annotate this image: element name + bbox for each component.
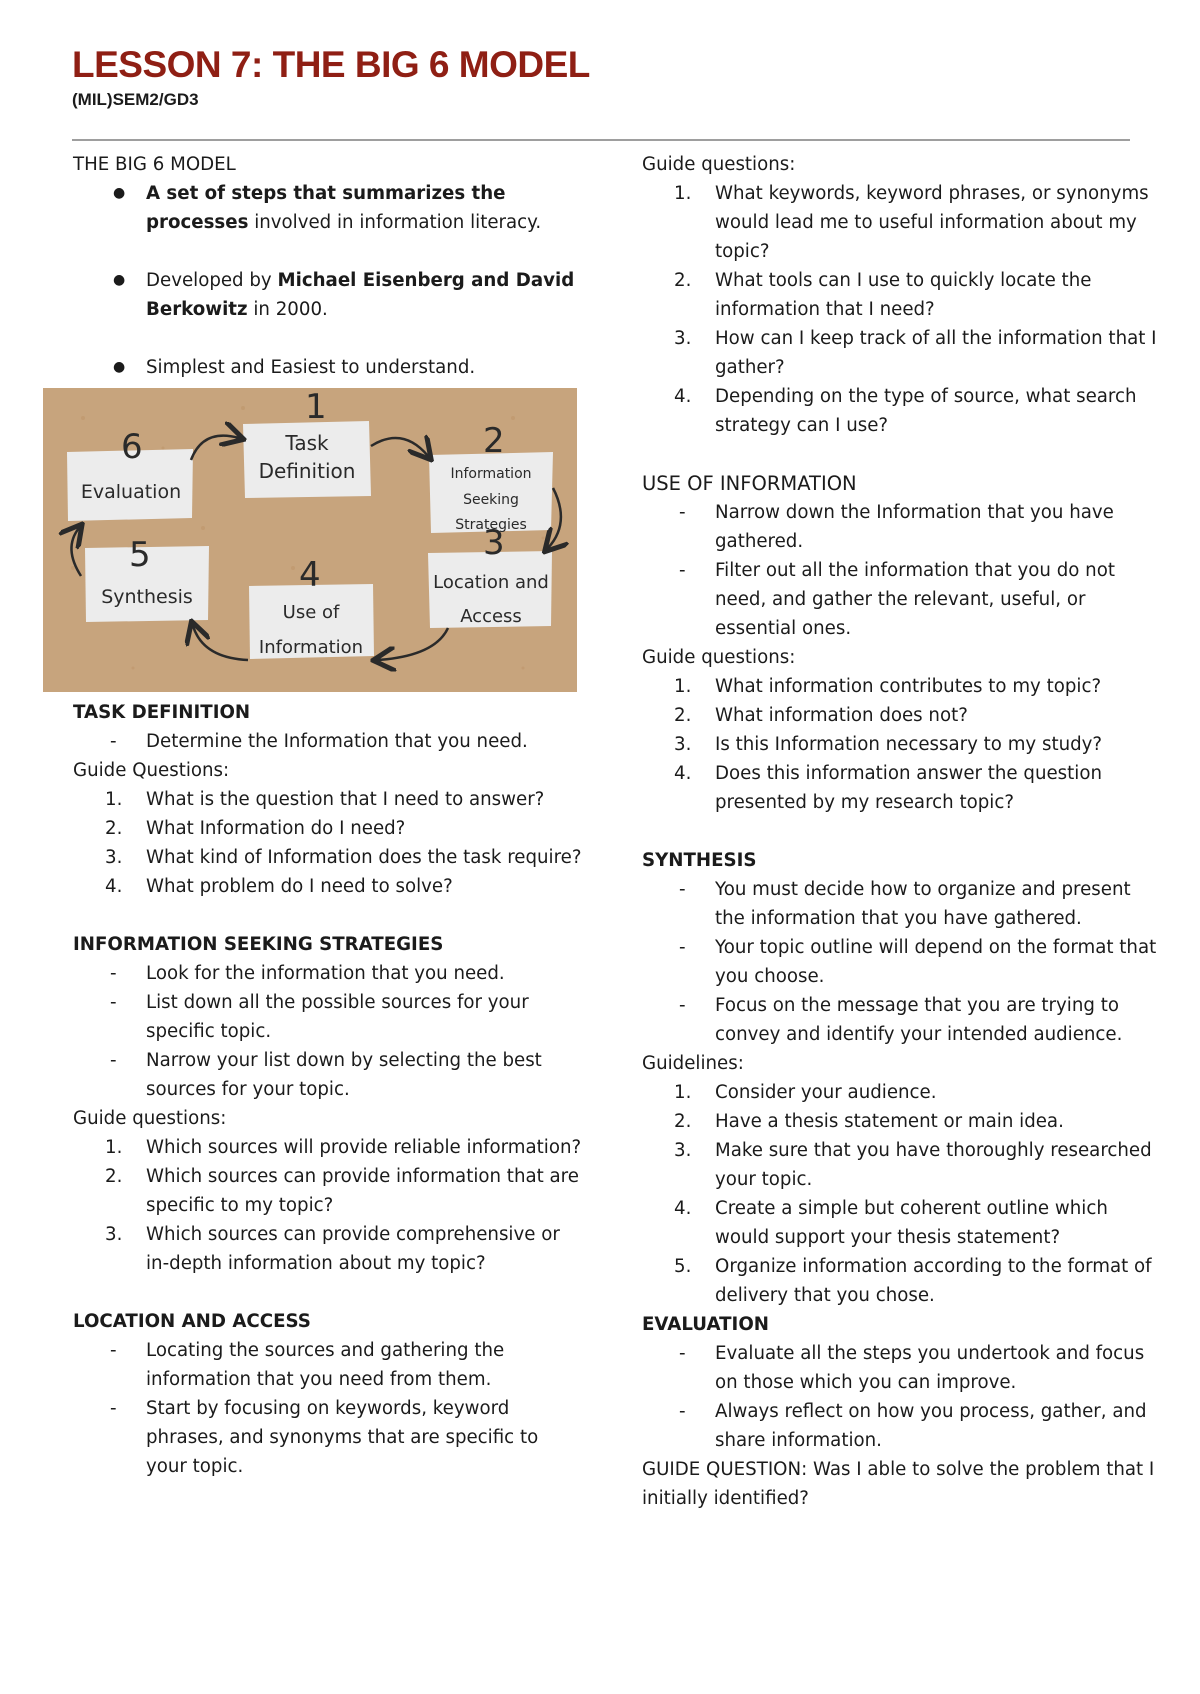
list-marker: 3. (674, 734, 692, 755)
section-heading-use-of-information: USE OF INFORMATION (642, 472, 857, 495)
list-item: 2. What tools can I use to quickly locate the information that I need? (642, 266, 1162, 324)
step-3-line-1: Location and (433, 572, 549, 593)
list-marker: - (110, 1050, 117, 1071)
list-item: - Determine the Information that you need. (73, 727, 583, 756)
big6-diagram-svg (43, 388, 577, 692)
list-marker: - (679, 1343, 686, 1364)
list-item: 3. How can I keep track of all the information that I gather? (642, 324, 1162, 382)
list-item: - Focus on the message that you are trying to convey and identify your intended audience. (642, 991, 1162, 1049)
list-item: - You must decide how to organize and present the information that you have gathered. (642, 875, 1162, 933)
list-marker: 3. (674, 328, 692, 349)
list-marker: 2. (674, 705, 692, 726)
list-item: - Evaluate all the steps you undertook and focus on those which you can improve. (642, 1339, 1162, 1397)
step-2-line-3: Strategies (455, 517, 527, 533)
section-heading-info-seeking: INFORMATION SEEKING STRATEGIES (73, 934, 444, 955)
intro-heading: THE BIG 6 MODEL (73, 154, 236, 175)
list-marker: - (679, 879, 686, 900)
list-item: - Look for the information that you need. (73, 959, 583, 988)
list-marker: - (679, 937, 686, 958)
list-marker: 5. (674, 1256, 692, 1277)
step-2-number: 2 (483, 421, 505, 461)
list-item: 4. Does this information answer the question presented by my research topic? (642, 759, 1162, 817)
intro-bullet-3 (73, 353, 583, 382)
list-item: 5. Organize information according to the format of delivery that you chose. (642, 1252, 1162, 1310)
list-marker: 4. (105, 876, 123, 897)
list-marker: 3. (105, 847, 123, 868)
bullet-marker: ● (113, 185, 126, 201)
list-marker: 1. (674, 183, 692, 204)
list-item: 2. Have a thesis statement or main idea. (642, 1107, 1162, 1136)
list-marker: - (110, 963, 117, 984)
list-item: 1. Consider your audience. (642, 1078, 1162, 1107)
step-4-line-1: Use of (282, 602, 340, 623)
list-item: - Start by focusing on keywords, keyword phrases, and synonyms that are specific to your topic. (73, 1394, 583, 1481)
guide-text: Was I able to solve the problem that I initially identified? (642, 1459, 1155, 1509)
step-1-line-2: Definition (258, 459, 356, 483)
list-marker: 1. (105, 789, 123, 810)
step-3-number: 3 (483, 523, 505, 563)
list-item: 1. What is the question that I need to answer? (73, 785, 583, 814)
guide-label: GUIDE QUESTION: (642, 1459, 808, 1480)
list-item: - Narrow your list down by selecting the best sources for your topic. (73, 1046, 583, 1104)
list-marker: 4. (674, 386, 692, 407)
list-marker: 3. (105, 1224, 123, 1245)
list-marker: 2. (674, 270, 692, 291)
intro-bullet-1 (73, 179, 583, 237)
list-item: 1. What information contributes to my topic? (642, 672, 1162, 701)
intro-bullet-2 (73, 266, 583, 324)
list-item: - List down all the possible sources for your specific topic. (73, 988, 583, 1046)
bullet-marker: ● (113, 272, 126, 288)
left-column (73, 150, 583, 1481)
step-1-line-1: Task (285, 431, 329, 455)
list-marker: 2. (105, 1166, 123, 1187)
page-title: LESSON 7: THE BIG 6 MODEL (72, 44, 590, 85)
list-item: 4. What problem do I need to solve? (73, 872, 583, 901)
list-item: 1. Which sources will provide reliable information? (73, 1133, 583, 1162)
list-item: - Locating the sources and gathering the information that you need from them. (73, 1336, 583, 1394)
section-heading-evaluation: EVALUATION (642, 1314, 770, 1335)
list-item: - Narrow down the Information that you have gathered. (642, 498, 1162, 556)
intro-bullet-3-text: Simplest and Easiest to understand. (146, 357, 476, 378)
list-marker: - (110, 1398, 117, 1419)
evaluation-guide-question (642, 1455, 1162, 1513)
list-item: 1. What keywords, keyword phrases, or synonyms would lead me to useful information about my topic? (642, 179, 1162, 266)
list-item: 2. What information does not? (642, 701, 1162, 730)
section-heading-location-access: LOCATION AND ACCESS (73, 1311, 311, 1332)
right-column (642, 150, 1162, 1513)
list-marker: 2. (674, 1111, 692, 1132)
step-4-number: 4 (299, 555, 321, 595)
guide-label: Guidelines: (642, 1053, 744, 1074)
list-marker: - (679, 560, 686, 581)
list-item: 3. What kind of Information does the task require? (73, 843, 583, 872)
section-heading-synthesis: SYNTHESIS (642, 850, 757, 871)
list-item: 2. Which sources can provide information that are specific to my topic? (73, 1162, 583, 1220)
list-marker: 2. (105, 818, 123, 839)
list-marker: 1. (674, 676, 692, 697)
step-4-line-2: Information (258, 637, 364, 658)
list-marker: 3. (674, 1140, 692, 1161)
list-item: 4. Create a simple but coherent outline which would support your thesis statement? (642, 1194, 1162, 1252)
step-1-number: 1 (305, 388, 327, 427)
step-6-number: 6 (121, 427, 143, 467)
list-marker: - (110, 1340, 117, 1361)
step-2-line-1: Information (450, 466, 532, 482)
list-item: 3. Is this Information necessary to my study? (642, 730, 1162, 759)
step-3-line-2: Access (460, 606, 522, 627)
guide-label: Guide questions: (642, 647, 796, 668)
list-marker: - (679, 995, 686, 1016)
guide-label: Guide Questions: (73, 760, 230, 781)
list-marker: 1. (674, 1082, 692, 1103)
list-item: 3. Make sure that you have thoroughly researched your topic. (642, 1136, 1162, 1194)
list-item: - Filter out all the information that you do not need, and gather the relevant, useful, or essential ones. (642, 556, 1162, 643)
list-marker: - (679, 1401, 686, 1422)
step-5-line-1: Synthesis (101, 586, 193, 608)
list-item: 2. What Information do I need? (73, 814, 583, 843)
guide-label: Guide questions: (73, 1108, 227, 1129)
step-2-line-2: Seeking (463, 492, 519, 508)
big6-diagram (43, 388, 577, 692)
list-marker: - (110, 731, 117, 752)
list-item: 4. Depending on the type of source, what search strategy can I use? (642, 382, 1162, 440)
list-item: - Your topic outline will depend on the format that you choose. (642, 933, 1162, 991)
section-heading-task-definition: TASK DEFINITION (73, 702, 251, 723)
list-marker: 1. (105, 1137, 123, 1158)
list-marker: - (679, 502, 686, 523)
header-divider (72, 139, 1130, 141)
intro-bullet-2-pre: Developed by (146, 270, 278, 291)
intro-bullet-1-rest: involved in information literacy. (248, 212, 542, 233)
intro-bullet-1-bold: A set of steps that summarizes the processes (146, 183, 506, 233)
intro-bullet-2-bold: Michael Eisenberg and David Berkowitz (146, 270, 575, 320)
bullet-marker: ● (113, 359, 126, 375)
list-item: - Always reflect on how you process, gather, and share information. (642, 1397, 1162, 1455)
list-marker: - (110, 992, 117, 1013)
intro-bullet-2-rest: in 2000. (247, 299, 328, 320)
step-6-line-1: Evaluation (80, 481, 182, 503)
list-marker: 4. (674, 1198, 692, 1219)
guide-label: Guide questions: (642, 154, 796, 175)
page-subtitle: (MIL)SEM2/GD3 (72, 90, 199, 109)
list-marker: 4. (674, 763, 692, 784)
list-item: 3. Which sources can provide comprehensive or in-depth information about my topic? (73, 1220, 583, 1278)
step-5-number: 5 (129, 535, 151, 575)
